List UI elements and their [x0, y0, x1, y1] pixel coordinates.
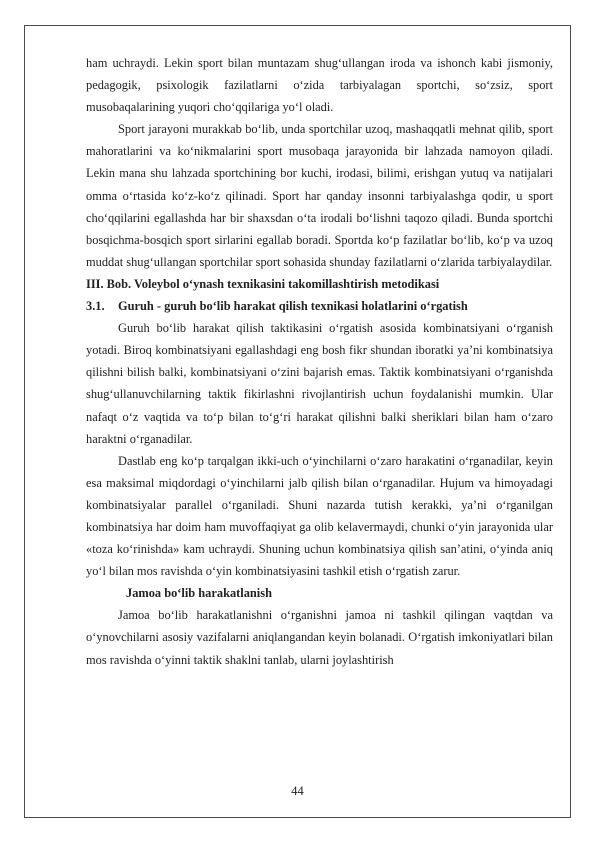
- paragraph-5: Jamoa bo‘lib harakatlanishni o‘rganishni jamoa ni tashkil qilingan vaqtdan va o‘ynovchilarni asosiy vazifalarni aniqlangandan keyin bolanadi. O‘rgatish imkoniyatlari bilan mos ravishda o‘yinni taktik shaklni tanlab, ularni joylashtirish: [86, 608, 553, 667]
- section-number: 3.1.: [86, 299, 105, 314]
- page-number: 44: [291, 784, 304, 798]
- paragraph-1: ham uchraydi. Lekin sport bilan muntazam shug‘ullangan iroda va ishonch kabi jismoniy, pedagogik, psixologik fazilatlarni o‘zida tarbiyalagan sportchi, so‘zsiz, sport musobaqalarining yuqori cho‘qqilariga yo‘l oladi.: [86, 56, 553, 115]
- section-heading: [86, 295, 553, 317]
- paragraph-4: Dastlab eng ko‘p tarqalgan ikki-uch o‘yinchilarni o‘zaro harakatini o‘rganadilar, keyin esa maksimal miqdordagi o‘yinchilarni jalb qilish bilan o‘rganadilar. Hujum va himoyadagi kombinatsiyalar parallel o‘rganiladi. Shuni nazarda tutish kerakki, ya’ni o‘rganilgan kombinatsiya har doim ham muvoffaqiyat ga olib kelavermaydi, chunki o‘yin jarayonida ular «toza ko‘rinishda» kam uchraydi. Shuning uchun kombinatsiya qilish san’atini, o‘yinda aniq yo‘l bilan mos ravishda o‘yin kombinatsiyasini tashkil etish o‘rgatish zarur.: [86, 453, 553, 579]
- section-title: Guruh - guruh bo‘lib harakat qilish texnikasi holatlarini o‘rgatish: [118, 299, 468, 314]
- document-body: [86, 52, 553, 671]
- paragraph-3: Guruh bo‘lib harakat qilish taktikasini o‘rgatish asosida kombinatsiyani o‘rganish yotadi. Biroq kombinatsiyani egallashdagi eng bosh fikr shundan iboratki ya’ni kombinatsiya qilishni bilish balki, kombinatsiyani o‘zini bajarish emas. Taktik kombinatsiyani o‘rganishda shug‘ullanuvchilarning taktik fikirlashni rivojlantirish uchun foydalanishi mumkin. Ular nafaqt o‘z vaqtida va to‘p bilan to‘g‘ri harakat qilishni balki sheriklari bilan ham o‘zaro haraktni o‘rganadilar.: [86, 321, 553, 446]
- subsection-heading: Jamoa bo‘lib harakatlanish: [126, 586, 272, 601]
- chapter-heading: III. Bob. Voleybol o‘ynash texnikasini takomillashtirish metodikasi: [86, 276, 440, 291]
- paragraph-2: Sport jarayoni murakkab bo‘lib, unda sportchilar uzoq, mashaqqatli mehnat qilib, sport mahoratlarini va ko‘nikmalarini sport musobaqa jarayonida bir lahzada namoyon qiladi. Lekin mana shu lahzada sportchining bor kuchi, irodasi, bilimi, erishgan yutuq va natijalari omma o‘rtasida ko‘z-ko‘z qilinadi. Sport har qanday insonni tarbiyalashga qodir, u sport cho‘qqilarini egallashda har bir shaxsdan o‘ta irodali bo‘lishni taqozo qiladi. Bunda sportchi bosqichma-bosqich sport sirlarini egallab boradi. Sportda ko‘p fazilatlar bo‘lib, ko‘p va uzoq muddat shug‘ullangan sportchilar sport sohasida shunday fazilatlarni o‘zlarida tarbiyalaydilar.: [86, 122, 553, 269]
